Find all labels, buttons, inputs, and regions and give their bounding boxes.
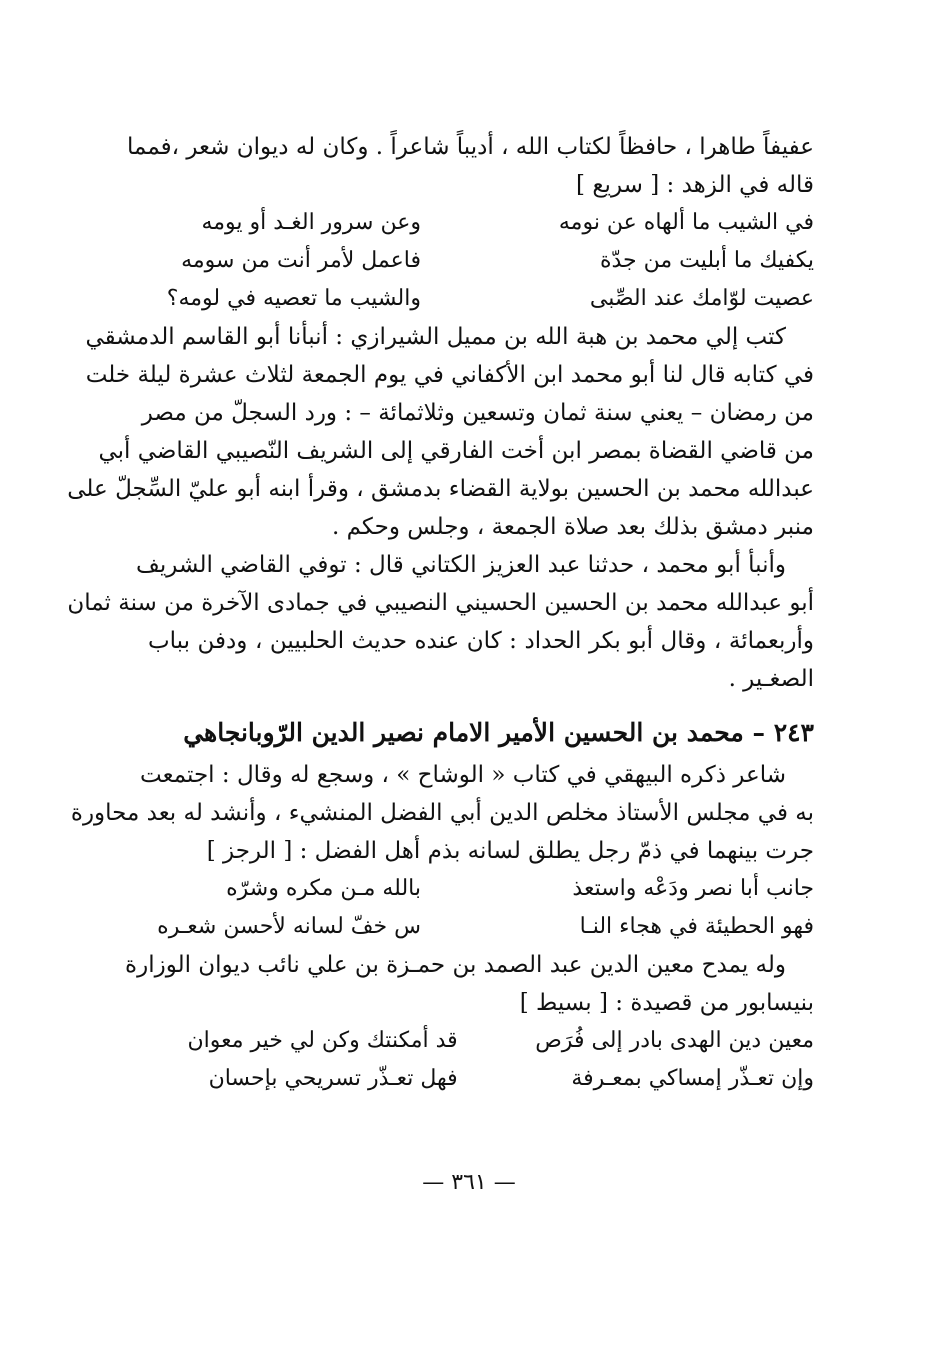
verse-line [148, 280, 814, 318]
text-line: في كتابه قال لنا أبو محمد ابن الأكفاني في يوم الجمعة لثلاث عشرة ليلة خلت [85, 362, 814, 388]
text-line: عبدالله محمد بن الحسين بولاية القضاء بدمشق ، وقرأ ابنه أبو عليّ السِّجلّ على [67, 476, 814, 502]
verse-second-hemistich: وعن سرور الغـد أو يومه [201, 210, 421, 235]
verse-second-hemistich: بالله مـن مكره وشرّه [226, 876, 421, 901]
verse-line [148, 1060, 814, 1098]
verse-first-hemistich: عصيت لوّامك عند الصِّبى [589, 286, 814, 311]
opening-lines [127, 128, 814, 204]
text-line: جرت بينهما في ذمّ رجل يطلق لسانه بذم أهل الفضل : [ الرجز ] [206, 838, 814, 864]
verse-second-hemistich: فاعمل لأمر أنت من سومه [181, 248, 421, 273]
text-line: به في مجلس الأستاذ مخلص الدين أبي الفضل المنشيء ، وأنشد له بعد محاورة [70, 800, 814, 826]
poem-rajaz [148, 870, 814, 946]
text-line: عفيفاً طاهرا ، حافظاً لكتاب الله ، أديباً شاعراً . وكان له ديوان شعر ،فمما [127, 134, 814, 160]
verse-first-hemistich: فهو الحطيئة في هجاء النـا [579, 914, 814, 939]
text-line: كتب إلي محمد بن هبة الله بن مميل الشيرازي : أنبأنا أبو القاسم الدمشقي [85, 324, 786, 350]
page-number: — ٣٦١ — [422, 1170, 516, 1195]
poem-zuhd [148, 204, 814, 318]
text-line: منبر دمشق بذلك بعد صلاة الجمعة ، وجلس وحكم . [332, 514, 814, 540]
verse-first-hemistich: جانب أبا نصر ودَعْه واستعذ [572, 876, 814, 901]
verse-second-hemistich: فهل تعـذّر تسريحي بإحسان [208, 1066, 458, 1091]
text-line: أبو عبدالله محمد بن الحسين الحسيني النصيبي في جمادى الآخرة من سنة ثمان [67, 590, 814, 616]
text-line: قاله في الزهد : [ سريع ] [576, 172, 814, 198]
verse-line [148, 204, 814, 242]
paragraph-sijill [67, 318, 814, 546]
verse-first-hemistich: وإن تعـذّر إمساكي بمعـرفة [571, 1066, 814, 1091]
paragraph-death-notice [67, 546, 814, 698]
verse-line [148, 1022, 814, 1060]
text-line: الصغـير . [728, 666, 814, 692]
text-line: بنيسابور من قصيدة : [ بسيط ] [519, 990, 814, 1016]
entry-heading: ٢٤٣ – محمد بن الحسين الأمير الامام نصير الدين الرّوبانجاهي [183, 718, 814, 747]
verse-second-hemistich: قد أمكنتك وكن لي خير معوان [187, 1028, 458, 1053]
page-text [67, 128, 814, 1098]
text-line: من قاضي القضاة بمصر ابن أخت الفارقي إلى الشريف النّصيبي القاضي أبي [98, 438, 814, 464]
verse-second-hemistich: والشيب ما تعصيه في لومه؟ [166, 286, 421, 311]
text-line: وله يمدح معين الدين عبد الصمد بن حمـزة بن علي نائب ديوان الوزارة [125, 952, 786, 978]
verse-line [148, 870, 814, 908]
verse-second-hemistich: س خفّ لسانه لأحسن شعـره [157, 914, 421, 939]
paragraph-praise [125, 946, 814, 1022]
verse-first-hemistich: في الشيب ما ألهاه عن نومه [558, 210, 814, 235]
text-line: شاعر ذكره البيهقي في كتاب « الوشاح » ، وسجع له وقال : اجتمعت [140, 762, 786, 788]
verse-line [148, 908, 814, 946]
text-line: من رمضان – يعني سنة ثمان وتسعين وثلاثمائة – : ورد السجلّ من مصر [141, 400, 814, 426]
verse-line [148, 242, 814, 280]
paragraph-entry-243 [70, 756, 814, 870]
text-line: وأربعمائة ، وقال أبو بكر الحداد : كان عنده حديث الحلبيين ، ودفن بباب [148, 628, 814, 654]
verse-first-hemistich: يكفيك ما أبليت من جدّة [599, 248, 814, 273]
verse-first-hemistich: معين دين الهدى بادر إلى فُرَص [535, 1028, 814, 1053]
text-line: وأنبأ أبو محمد ، حدثنا عبد العزيز الكتاني قال : توفي القاضي الشريف [136, 552, 786, 578]
poem-basit [148, 1022, 814, 1098]
